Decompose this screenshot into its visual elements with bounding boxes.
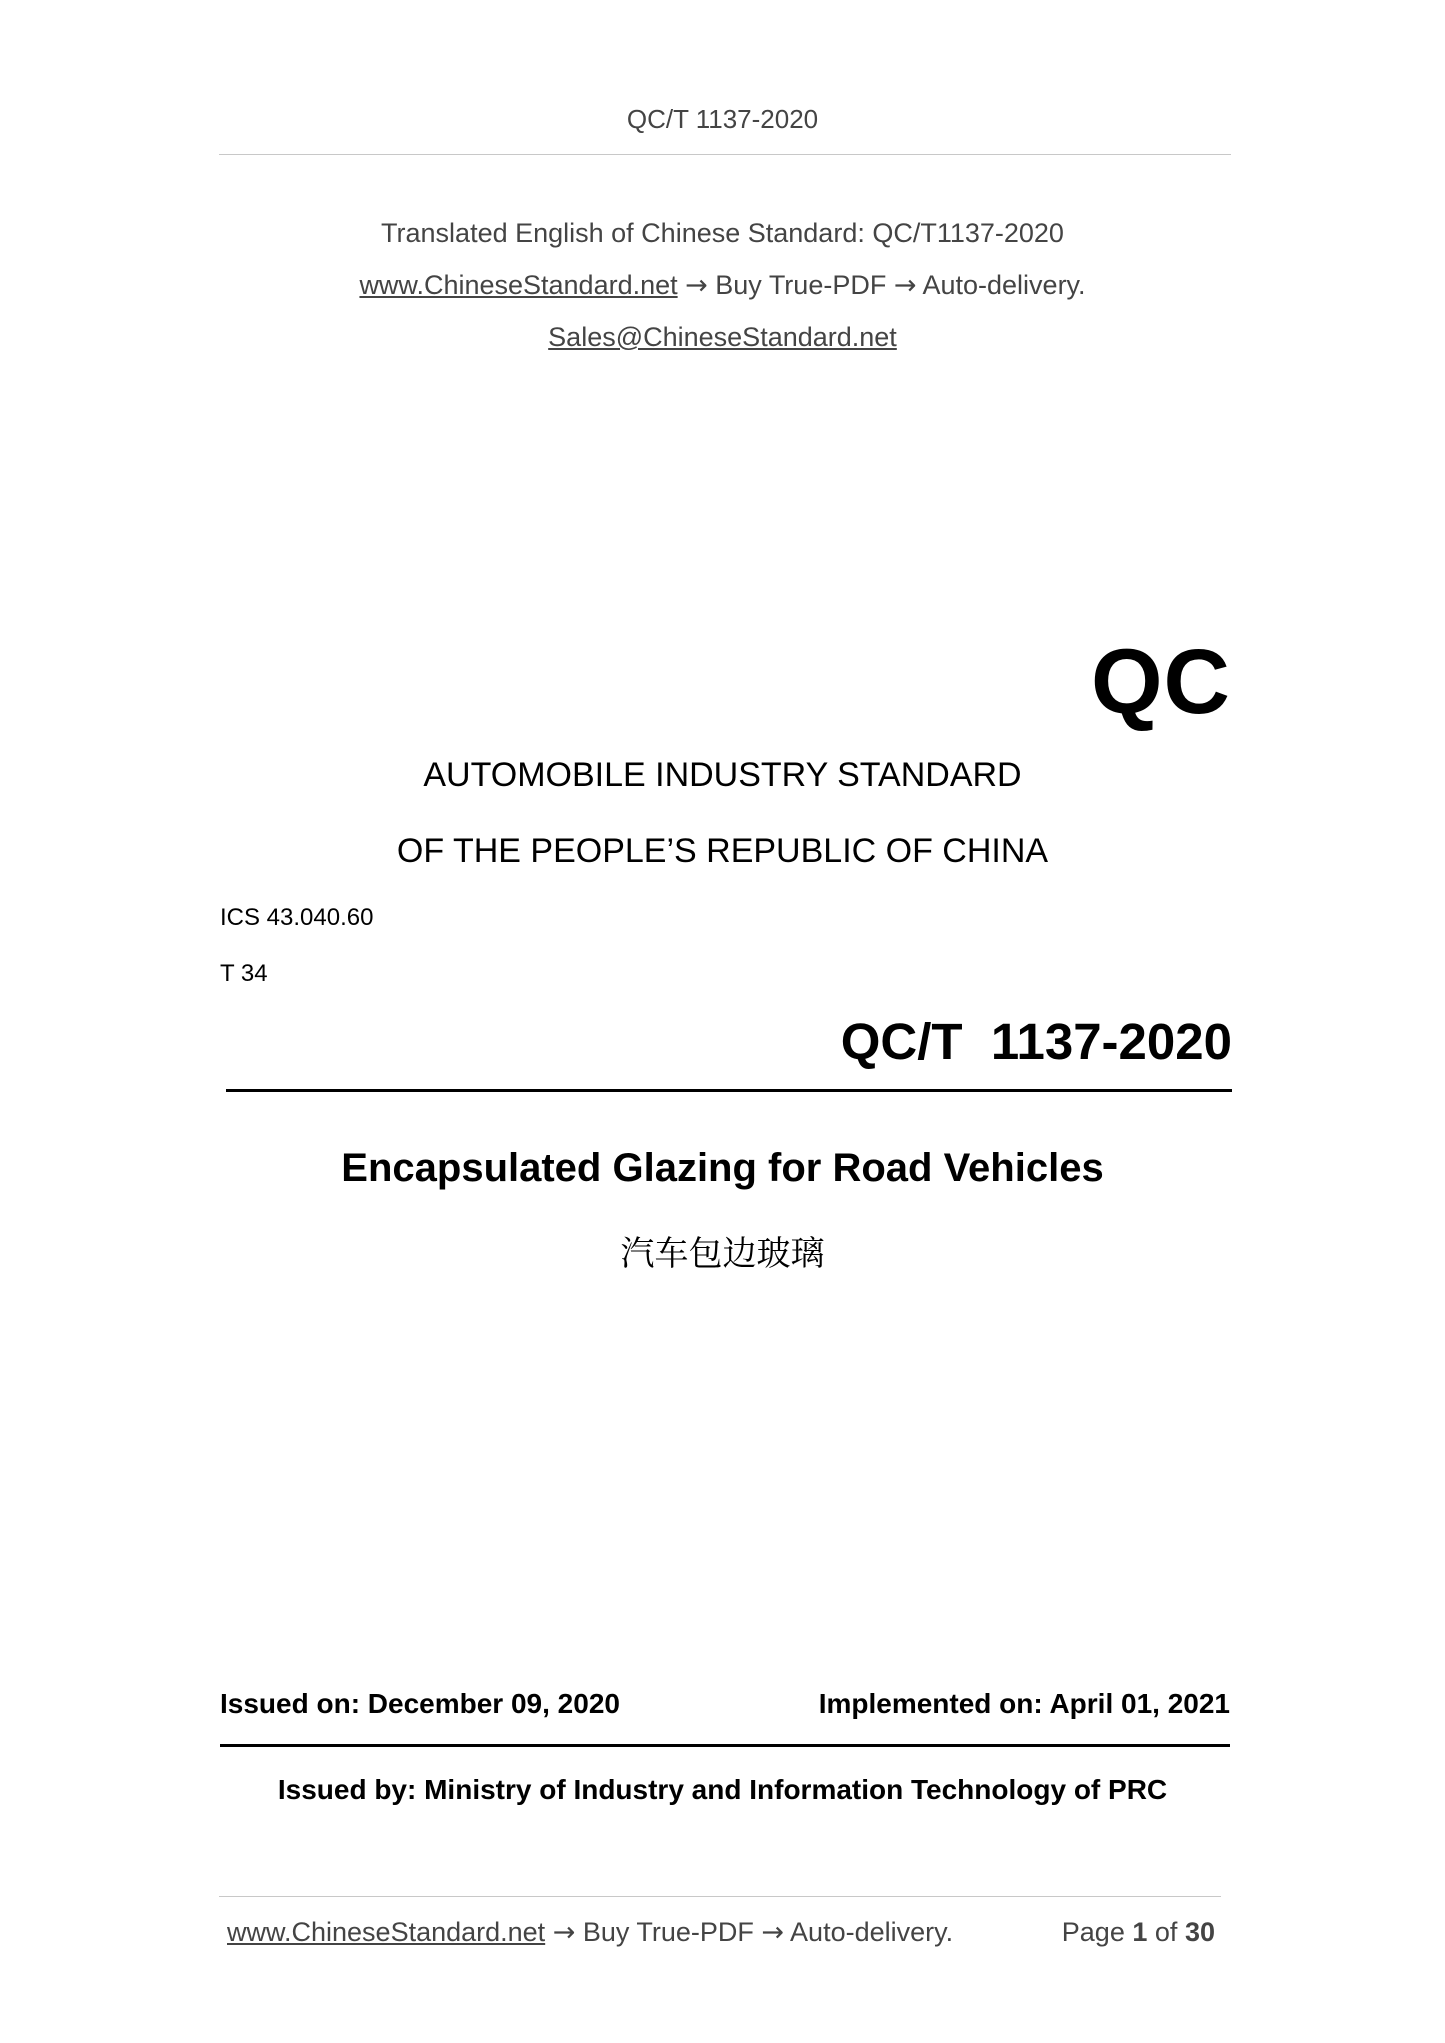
page-current: 1 <box>1132 1917 1148 1947</box>
issued-by: Issued by: Ministry of Industry and Information Technology of PRC <box>277 1774 1168 1805</box>
email-link[interactable]: Sales@ChineseStandard.net <box>548 322 897 352</box>
footer-buy-text: Buy True-PDF <box>582 1917 754 1947</box>
code-divider <box>226 1089 1232 1092</box>
page-of: of <box>1154 1917 1178 1947</box>
email-line <box>0 322 1445 353</box>
footer-purchase-line <box>227 1917 953 1948</box>
ics-code: ICS 43.040.60 <box>220 904 374 931</box>
footer-delivery-text: Auto-delivery. <box>790 1917 954 1947</box>
page-total: 30 <box>1184 1917 1215 1947</box>
t-classification: T 34 <box>220 960 268 987</box>
qc-mark: QC <box>1091 631 1231 733</box>
header-divider <box>219 154 1231 155</box>
buy-text: Buy True-PDF <box>715 270 887 300</box>
standard-line-1: AUTOMOBILE INDUSTRY STANDARD <box>423 756 1022 794</box>
running-header-code: QC/T 1137-2020 <box>626 104 819 134</box>
site-link[interactable]: www.ChineseStandard.net <box>359 270 678 300</box>
issued-on: Issued on: December 09, 2020 <box>220 1688 620 1719</box>
arrow-right-icon: → <box>893 270 917 301</box>
translation-notice: Translated English of Chinese Standard: QC/T1137-2020 <box>381 218 1064 248</box>
implemented-on: Implemented on: April 01, 2021 <box>818 1688 1230 1719</box>
arrow-right-icon: → <box>685 270 708 301</box>
standard-line-2: OF THE PEOPLE’S REPUBLIC OF CHINA <box>396 832 1049 870</box>
document-title-cn: 汽车包边玻璃 <box>620 1234 825 1274</box>
standard-code: QC/T 1137-2020 <box>840 1013 1232 1070</box>
arrow-right-icon: → <box>552 1917 576 1948</box>
page-label: Page <box>1061 1917 1125 1947</box>
issue-divider <box>220 1744 1230 1747</box>
footer-site-link[interactable]: www.ChineseStandard.net <box>227 1917 546 1947</box>
delivery-text: Auto-delivery. <box>922 270 1086 300</box>
arrow-right-icon: → <box>761 1917 785 1948</box>
document-title-en: Encapsulated Glazing for Road Vehicles <box>341 1146 1104 1190</box>
footer-divider <box>219 1896 1221 1897</box>
page-number <box>1062 1917 1215 1948</box>
purchase-line <box>0 270 1445 301</box>
